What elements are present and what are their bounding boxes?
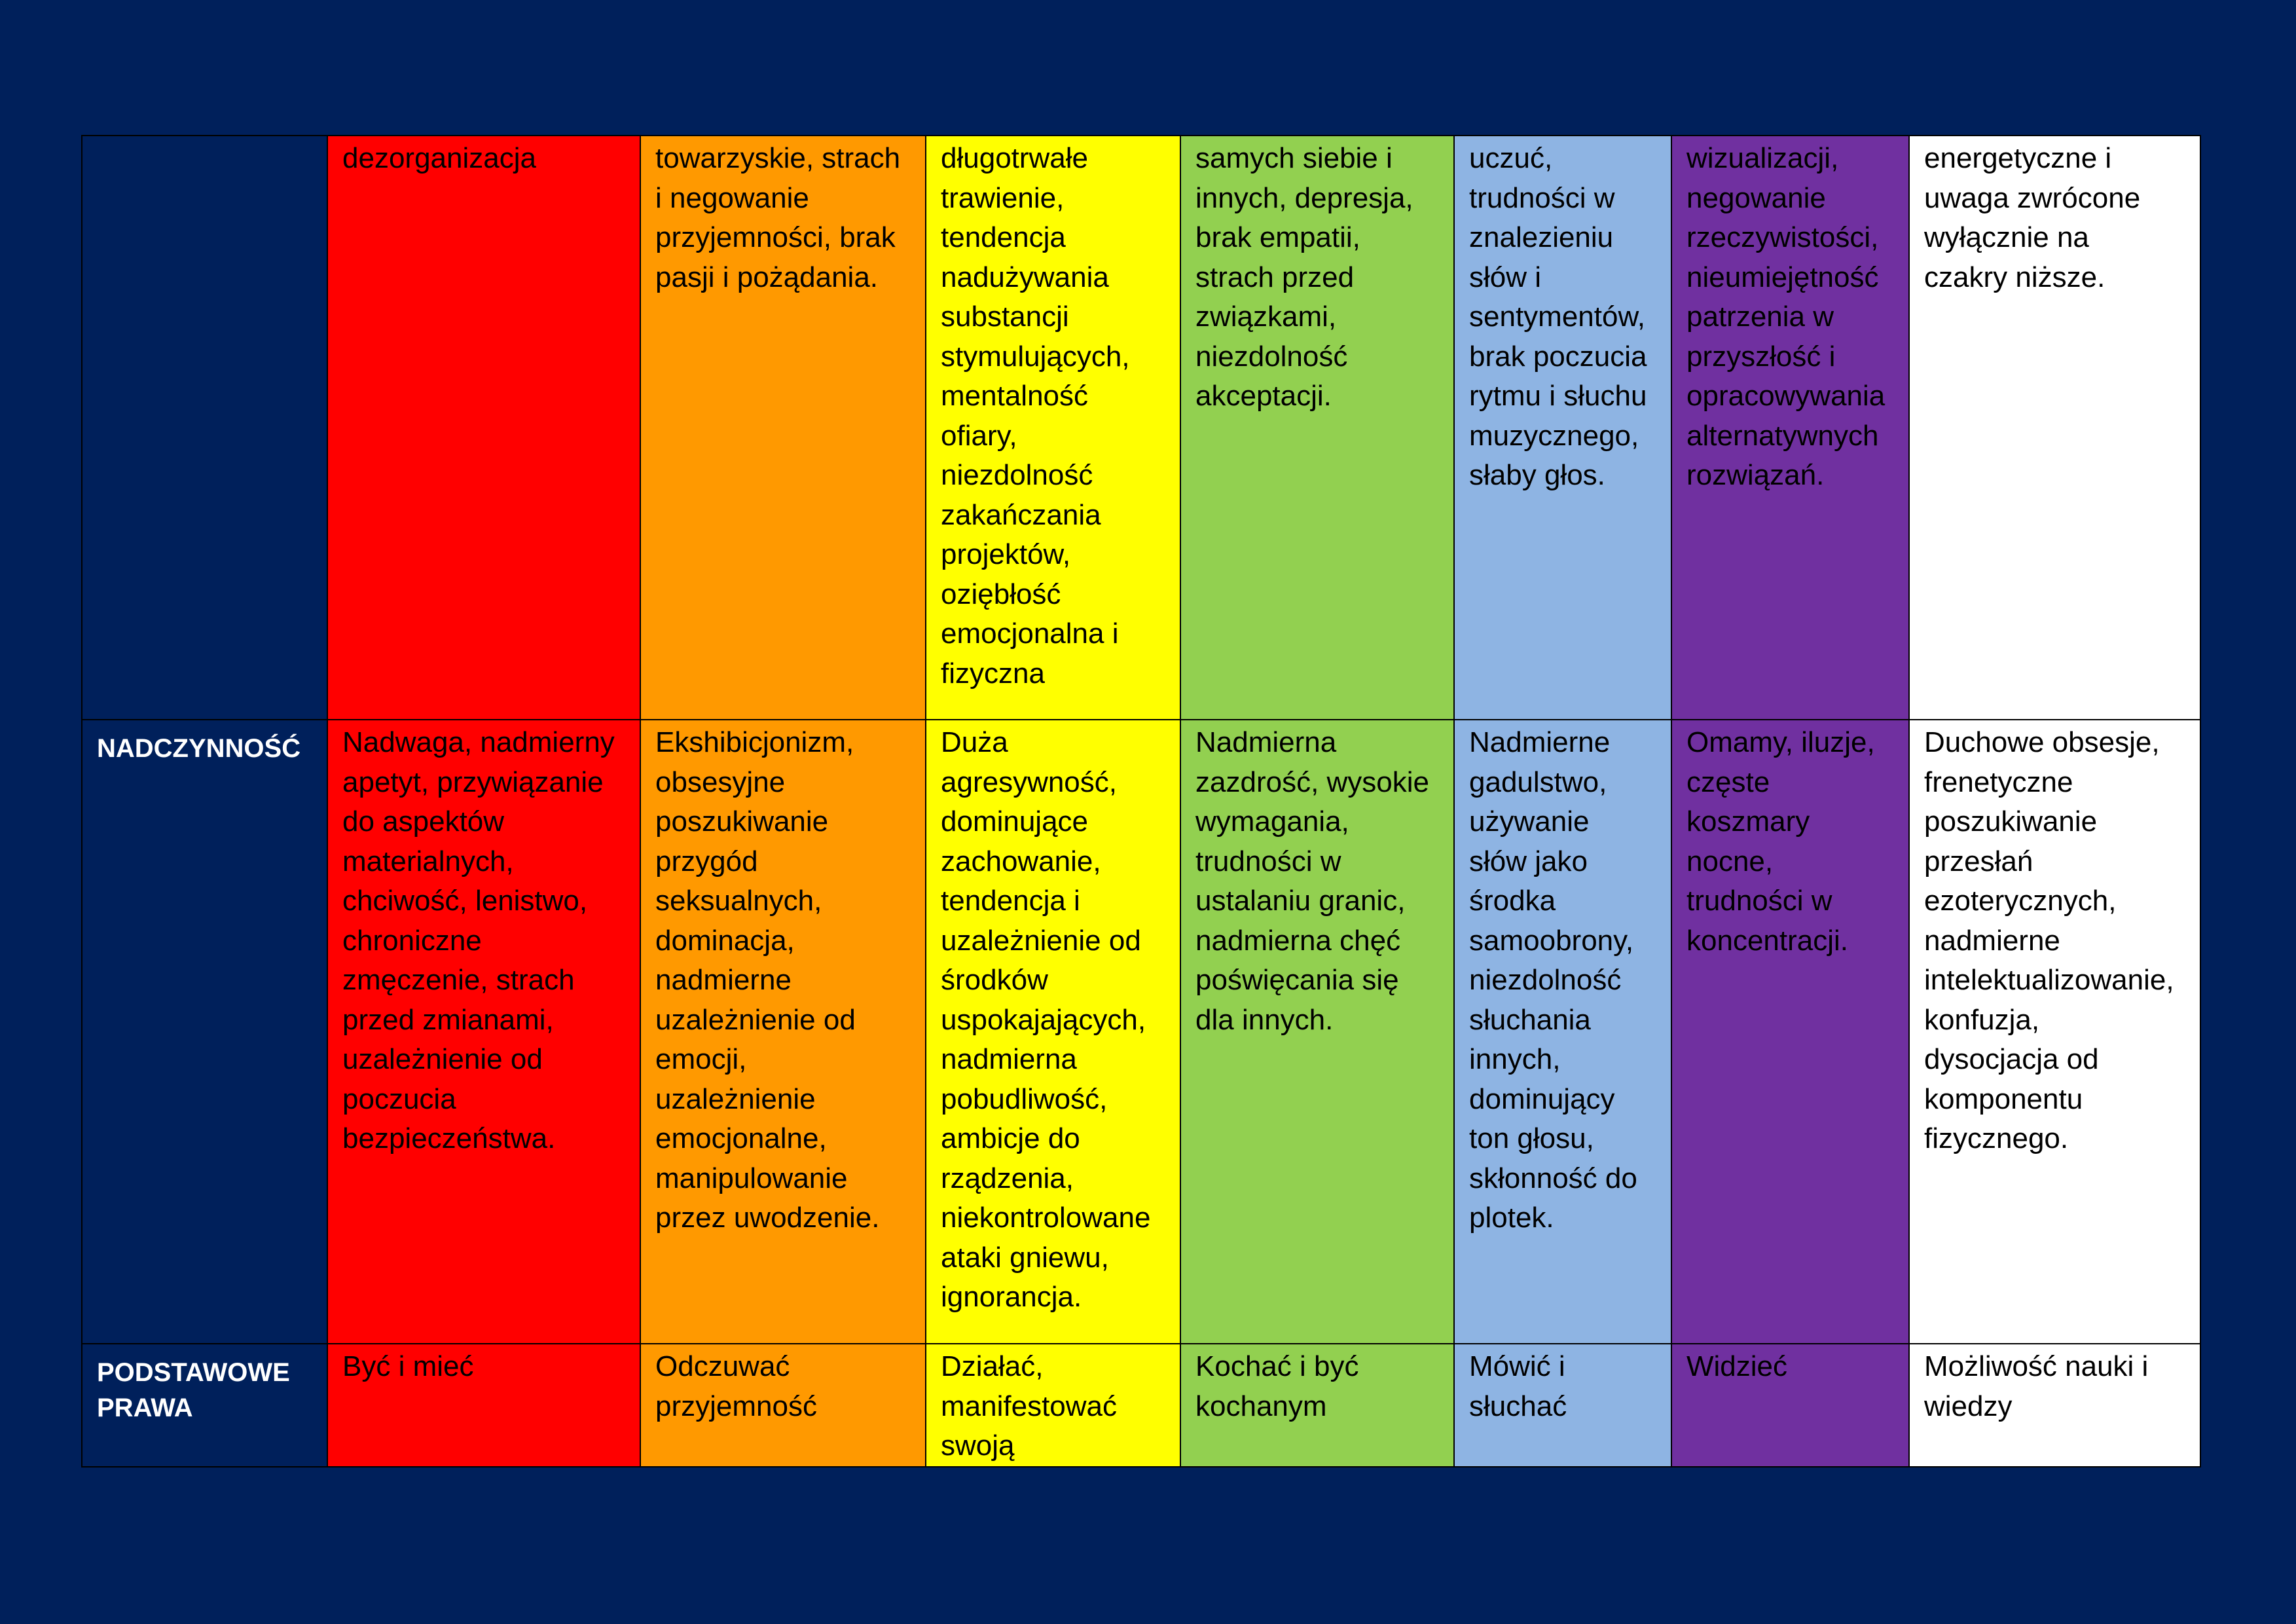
table-row [82, 1344, 2200, 1467]
cell-green: Kochać i być kochanym [1180, 1344, 1454, 1467]
cell-purple: Widzieć [1671, 1344, 1909, 1467]
cell-orange: Odczuwać przyjemność [640, 1344, 926, 1467]
cell-green: samych siebie i innych, depresja, brak empatii, strach przed związkami, niezdolność akceptacji. [1180, 136, 1454, 720]
cell-purple: Omamy, iluzje, częste koszmary nocne, trudności w koncentracji. [1671, 720, 1909, 1344]
cell-purple: wizualizacji, negowanie rzeczywistości, nieumiejętność patrzenia w przyszłość i opracowywania alternatywnych rozwiązań. [1671, 136, 1909, 720]
cell-red: Nadwaga, nadmierny apetyt, przywiązanie do aspektów materialnych, chciwość, lenistwo, chroniczne zmęczenie, strach przed zmianami, uzależnienie od poczucia bezpieczeństwa. [327, 720, 640, 1344]
cell-blue: uczuć, trudności w znalezieniu słów i sentymentów, brak poczucia rytmu i słuchu muzycznego, słaby głos. [1454, 136, 1671, 720]
cell-white: energetyczne i uwaga zwrócone wyłącznie na czakry niższe. [1909, 136, 2200, 720]
cell-white: Duchowe obsesje, frenetyczne poszukiwanie przesłań ezoterycznych, nadmierne intelektualizowanie, konfuzja, dysocjacja od komponentu fizycznego. [1909, 720, 2200, 1344]
cell-orange: Ekshibicjonizm, obsesyjne poszukiwanie przygód seksualnych, dominacja, nadmierne uzależnienie od emocji, uzależnienie emocjonalne, manipulowanie przez uwodzenie. [640, 720, 926, 1344]
cell-white: Możliwość nauki i wiedzy [1909, 1344, 2200, 1467]
cell-blue: Mówić i słuchać [1454, 1344, 1671, 1467]
table-row [82, 720, 2200, 1344]
cell-yellow: długotrwałe trawienie, tendencja nadużywania substancji stymulujących, mentalność ofiary, niezdolność zakańczania projektów, oziębłość emocjonalna i fizyczna [926, 136, 1180, 720]
cell-yellow: Duża agresywność, dominujące zachowanie, tendencja i uzależnienie od środków uspokajających, nadmierna pobudliwość, ambicje do rządzenia, niekontrolowane ataki gniewu, ignorancja. [926, 720, 1180, 1344]
cell-yellow: Działać, manifestować swoją [926, 1344, 1180, 1467]
cell-red: Być i mieć [327, 1344, 640, 1467]
cell-green: Nadmierna zazdrość, wysokie wymagania, trudności w ustalaniu granic, nadmierna chęć poświęcania się dla innych. [1180, 720, 1454, 1344]
row-header: PODSTAWOWE PRAWA [82, 1344, 327, 1467]
row-header: NADCZYNNOŚĆ [82, 720, 327, 1344]
cell-blue: Nadmierne gadulstwo, używanie słów jako środka samoobrony, niezdolność słuchania innych, dominujący ton głosu, skłonność do plotek. [1454, 720, 1671, 1344]
row-header [82, 136, 327, 720]
cell-orange: towarzyskie, strach i negowanie przyjemności, brak pasji i pożądania. [640, 136, 926, 720]
table-row [82, 136, 2200, 720]
chakra-table [81, 135, 2201, 1467]
cell-red: dezorganizacja [327, 136, 640, 720]
